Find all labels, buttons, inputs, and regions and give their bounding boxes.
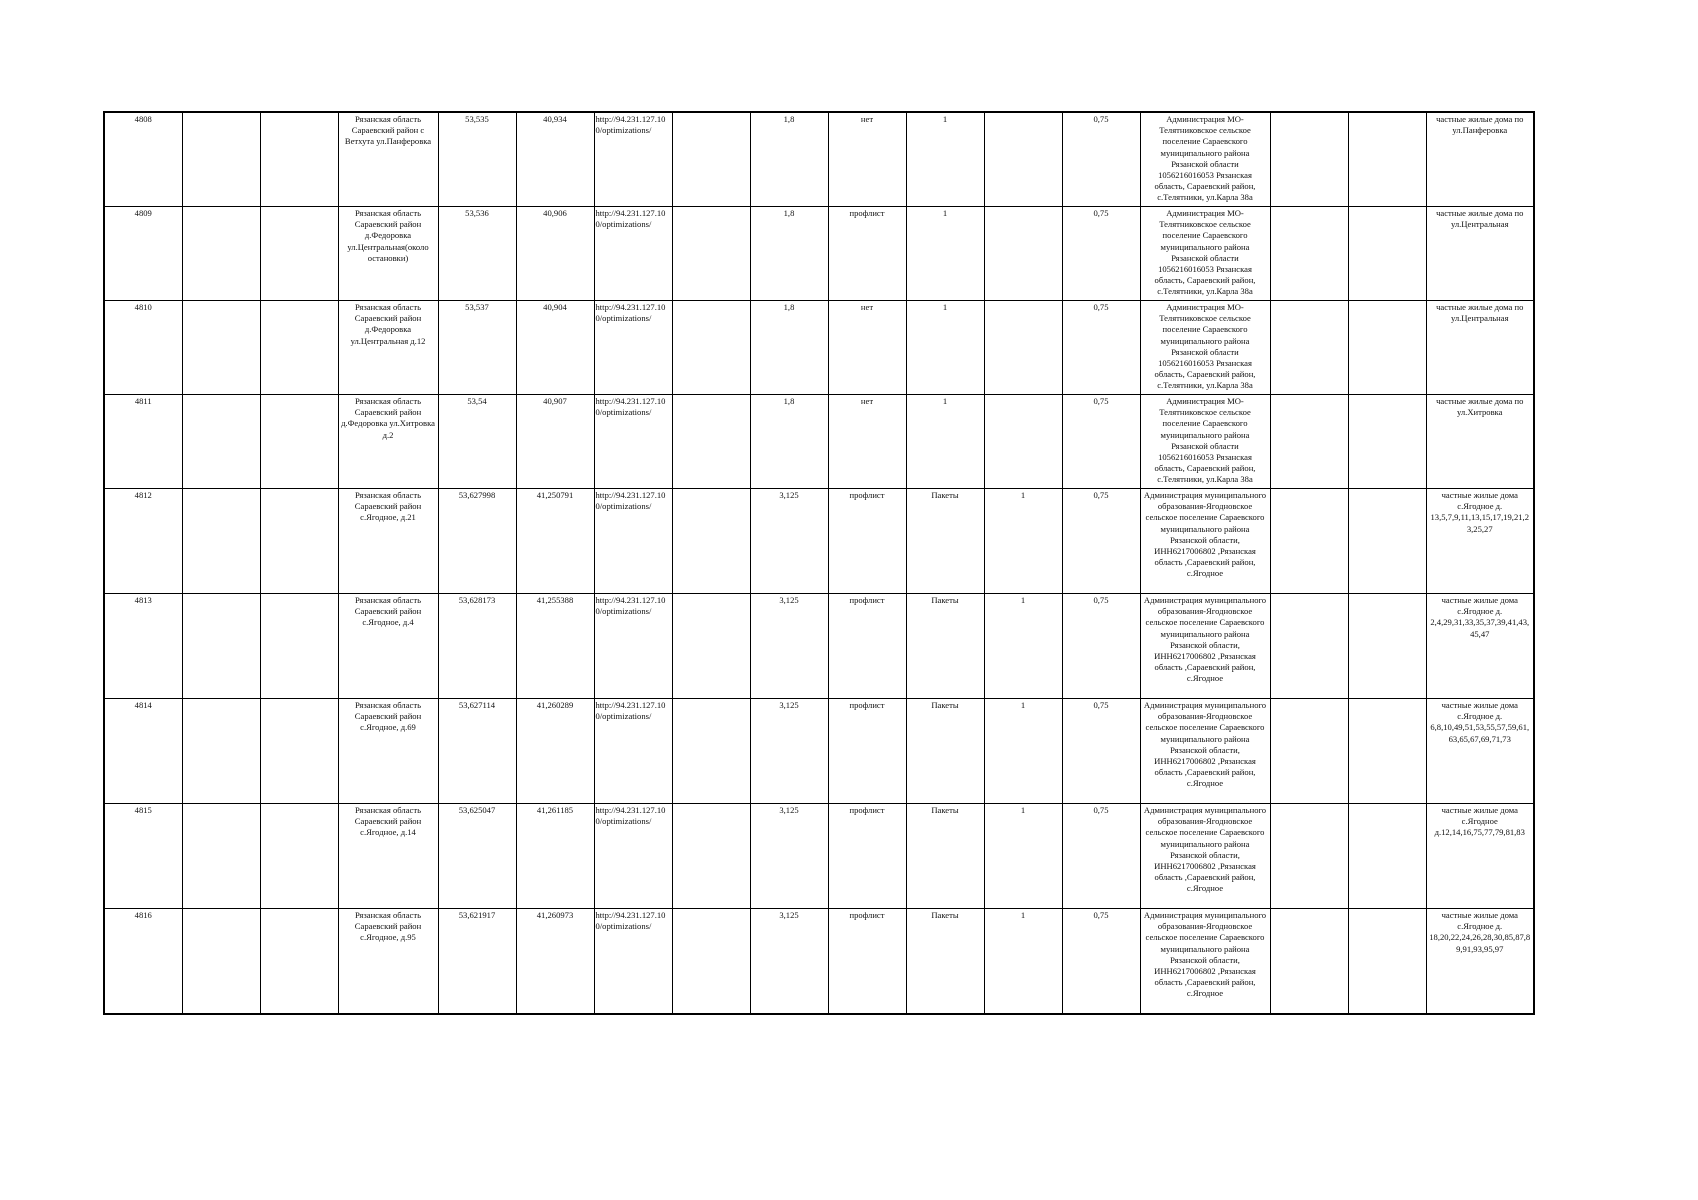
empty-cell bbox=[1348, 909, 1426, 1015]
address-cell: Рязанская область Сараевский район д.Федоровка ул.Хитровка д.2 bbox=[338, 395, 438, 489]
row-number-cell: 4809 bbox=[104, 207, 182, 301]
longitude-cell: 40,906 bbox=[516, 207, 594, 301]
area-cell: 1,8 bbox=[750, 301, 828, 395]
table-row bbox=[104, 395, 1534, 489]
area-cell: 1,8 bbox=[750, 207, 828, 301]
area-cell: 3,125 bbox=[750, 909, 828, 1015]
waste-sources-cell: частные жилые дома по ул.Центральная bbox=[1426, 301, 1534, 395]
waste-sources-cell: частные жилые дома с.Ягодное д. 18,20,22,24,26,28,30,85,87,89,91,93,95,97 bbox=[1426, 909, 1534, 1015]
empty-cell bbox=[182, 594, 260, 699]
empty-cell bbox=[672, 301, 750, 395]
address-cell: Рязанская область Сараевский район с.Ягодное, д.69 bbox=[338, 699, 438, 804]
table-row bbox=[104, 909, 1534, 1015]
map-link-cell: http://94.231.127.100/optimizations/ bbox=[594, 395, 672, 489]
empty-cell bbox=[1348, 301, 1426, 395]
area-cell: 1,8 bbox=[750, 112, 828, 207]
empty-cell bbox=[182, 112, 260, 207]
empty-cell bbox=[672, 699, 750, 804]
row-number-cell: 4808 bbox=[104, 112, 182, 207]
owner-cell: Администрация муниципального образования-Ягодновское сельское поселение Сараевского муниципального района Рязанской области, ИНН6217006802 ,Рязанская область ,Сараевский район, с.Ягодное bbox=[1140, 699, 1270, 804]
empty-cell bbox=[672, 489, 750, 594]
address-cell: Рязанская область Сараевский район с Ветхута ул.Панферовка bbox=[338, 112, 438, 207]
waste-sources-cell: частные жилые дома по ул.Панферовка bbox=[1426, 112, 1534, 207]
container-count-cell: 1 bbox=[984, 909, 1062, 1015]
owner-cell: Администрация муниципального образования-Ягодновское сельское поселение Сараевского муниципального района Рязанской области, ИНН6217006802 ,Рязанская область ,Сараевский район, с.Ягодное bbox=[1140, 489, 1270, 594]
container-count-cell: 1 bbox=[984, 489, 1062, 594]
waste-sources-cell: частные жилые дома с.Ягодное д.12,14,16,75,77,79,81,83 bbox=[1426, 804, 1534, 909]
containers-cell: Пакеты bbox=[906, 909, 984, 1015]
empty-cell bbox=[1348, 699, 1426, 804]
empty-cell bbox=[672, 594, 750, 699]
latitude-cell: 53,535 bbox=[438, 112, 516, 207]
table-row bbox=[104, 489, 1534, 594]
owner-cell: Администрация МО-Телятниковское сельское поселение Сараевского муниципального района Рязанской области 1056216016053 Рязанская область, Сараевский район, с.Телятники, ул.Карла 38а bbox=[1140, 112, 1270, 207]
longitude-cell: 41,255388 bbox=[516, 594, 594, 699]
container-count-cell bbox=[984, 207, 1062, 301]
empty-cell bbox=[1348, 804, 1426, 909]
empty-cell bbox=[1270, 909, 1348, 1015]
empty-cell bbox=[1270, 594, 1348, 699]
surface-cell: нет bbox=[828, 301, 906, 395]
owner-cell: Администрация муниципального образования-Ягодновское сельское поселение Сараевского муниципального района Рязанской области, ИНН6217006802 ,Рязанская область ,Сараевский район, с.Ягодное bbox=[1140, 594, 1270, 699]
surface-cell: профлист bbox=[828, 489, 906, 594]
container-count-cell bbox=[984, 301, 1062, 395]
longitude-cell: 41,260973 bbox=[516, 909, 594, 1015]
owner-cell: Администрация МО-Телятниковское сельское поселение Сараевского муниципального района Рязанской области 1056216016053 Рязанская область, Сараевский район, с.Телятники, ул.Карла 38а bbox=[1140, 395, 1270, 489]
table-row bbox=[104, 112, 1534, 207]
latitude-cell: 53,536 bbox=[438, 207, 516, 301]
empty-cell bbox=[1270, 301, 1348, 395]
row-number-cell: 4812 bbox=[104, 489, 182, 594]
address-cell: Рязанская область Сараевский район д.Федоровка ул.Центральная(около остановки) bbox=[338, 207, 438, 301]
empty-cell bbox=[260, 804, 338, 909]
map-link-cell: http://94.231.127.100/optimizations/ bbox=[594, 804, 672, 909]
containers-cell: Пакеты bbox=[906, 489, 984, 594]
empty-cell bbox=[1348, 112, 1426, 207]
containers-cell: Пакеты bbox=[906, 699, 984, 804]
table-row bbox=[104, 301, 1534, 395]
empty-cell bbox=[182, 395, 260, 489]
address-cell: Рязанская область Сараевский район д.Федоровка ул.Центральная д.12 bbox=[338, 301, 438, 395]
empty-cell bbox=[672, 207, 750, 301]
empty-cell bbox=[182, 909, 260, 1015]
longitude-cell: 41,250791 bbox=[516, 489, 594, 594]
longitude-cell: 40,907 bbox=[516, 395, 594, 489]
table-row bbox=[104, 207, 1534, 301]
area-cell: 3,125 bbox=[750, 699, 828, 804]
row-number-cell: 4811 bbox=[104, 395, 182, 489]
row-number-cell: 4813 bbox=[104, 594, 182, 699]
waste-sources-cell: частные жилые дома с.Ягодное д. 6,8,10,49,51,53,55,57,59,61,63,65,67,69,71,73 bbox=[1426, 699, 1534, 804]
surface-cell: профлист bbox=[828, 804, 906, 909]
table-row bbox=[104, 594, 1534, 699]
volume-cell: 0,75 bbox=[1062, 804, 1140, 909]
empty-cell bbox=[260, 301, 338, 395]
empty-cell bbox=[182, 804, 260, 909]
table-row bbox=[104, 804, 1534, 909]
empty-cell bbox=[260, 594, 338, 699]
empty-cell bbox=[260, 489, 338, 594]
longitude-cell: 40,934 bbox=[516, 112, 594, 207]
empty-cell bbox=[672, 804, 750, 909]
empty-cell bbox=[182, 699, 260, 804]
address-cell: Рязанская область Сараевский район с.Ягодное, д.95 bbox=[338, 909, 438, 1015]
empty-cell bbox=[1270, 804, 1348, 909]
containers-cell: Пакеты bbox=[906, 594, 984, 699]
map-link-cell: http://94.231.127.100/optimizations/ bbox=[594, 594, 672, 699]
latitude-cell: 53,628173 bbox=[438, 594, 516, 699]
empty-cell bbox=[672, 112, 750, 207]
empty-cell bbox=[1348, 594, 1426, 699]
latitude-cell: 53,54 bbox=[438, 395, 516, 489]
address-cell: Рязанская область Сараевский район с.Ягодное, д.14 bbox=[338, 804, 438, 909]
row-number-cell: 4815 bbox=[104, 804, 182, 909]
surface-cell: профлист bbox=[828, 594, 906, 699]
empty-cell bbox=[1348, 207, 1426, 301]
table-body bbox=[104, 112, 1534, 1014]
owner-cell: Администрация муниципального образования-Ягодновское сельское поселение Сараевского муниципального района Рязанской области, ИНН6217006802 ,Рязанская область ,Сараевский район, с.Ягодное bbox=[1140, 909, 1270, 1015]
surface-cell: нет bbox=[828, 112, 906, 207]
waste-sources-cell: частные жилые дома с.Ягодное д. 13,5,7,9,11,13,15,17,19,21,23,25,27 bbox=[1426, 489, 1534, 594]
map-link-cell: http://94.231.127.100/optimizations/ bbox=[594, 207, 672, 301]
surface-cell: профлист bbox=[828, 909, 906, 1015]
containers-cell: 1 bbox=[906, 395, 984, 489]
surface-cell: профлист bbox=[828, 699, 906, 804]
address-cell: Рязанская область Сараевский район с.Ягодное, д.4 bbox=[338, 594, 438, 699]
empty-cell bbox=[182, 301, 260, 395]
volume-cell: 0,75 bbox=[1062, 909, 1140, 1015]
area-cell: 3,125 bbox=[750, 489, 828, 594]
map-link-cell: http://94.231.127.100/optimizations/ bbox=[594, 112, 672, 207]
empty-cell bbox=[260, 112, 338, 207]
volume-cell: 0,75 bbox=[1062, 594, 1140, 699]
address-cell: Рязанская область Сараевский район с.Ягодное, д.21 bbox=[338, 489, 438, 594]
area-cell: 3,125 bbox=[750, 594, 828, 699]
surface-cell: профлист bbox=[828, 207, 906, 301]
container-count-cell: 1 bbox=[984, 594, 1062, 699]
volume-cell: 0,75 bbox=[1062, 699, 1140, 804]
empty-cell bbox=[1348, 395, 1426, 489]
waste-sources-cell: частные жилые дома по ул.Хитровка bbox=[1426, 395, 1534, 489]
table-row bbox=[104, 699, 1534, 804]
longitude-cell: 41,260289 bbox=[516, 699, 594, 804]
waste-sites-registry-table bbox=[103, 111, 1535, 1015]
containers-cell: Пакеты bbox=[906, 804, 984, 909]
containers-cell: 1 bbox=[906, 112, 984, 207]
area-cell: 1,8 bbox=[750, 395, 828, 489]
latitude-cell: 53,625047 bbox=[438, 804, 516, 909]
volume-cell: 0,75 bbox=[1062, 112, 1140, 207]
waste-sources-cell: частные жилые дома по ул.Центральная bbox=[1426, 207, 1534, 301]
area-cell: 3,125 bbox=[750, 804, 828, 909]
volume-cell: 0,75 bbox=[1062, 301, 1140, 395]
container-count-cell: 1 bbox=[984, 804, 1062, 909]
empty-cell bbox=[182, 207, 260, 301]
empty-cell bbox=[672, 909, 750, 1015]
longitude-cell: 40,904 bbox=[516, 301, 594, 395]
waste-sources-cell: частные жилые дома с.Ягодное д. 2,4,29,31,33,35,37,39,41,43,45,47 bbox=[1426, 594, 1534, 699]
row-number-cell: 4810 bbox=[104, 301, 182, 395]
row-number-cell: 4816 bbox=[104, 909, 182, 1015]
containers-cell: 1 bbox=[906, 207, 984, 301]
latitude-cell: 53,627114 bbox=[438, 699, 516, 804]
owner-cell: Администрация муниципального образования-Ягодновское сельское поселение Сараевского муниципального района Рязанской области, ИНН6217006802 ,Рязанская область ,Сараевский район, с.Ягодное bbox=[1140, 804, 1270, 909]
latitude-cell: 53,627998 bbox=[438, 489, 516, 594]
container-count-cell bbox=[984, 112, 1062, 207]
map-link-cell: http://94.231.127.100/optimizations/ bbox=[594, 301, 672, 395]
map-link-cell: http://94.231.127.100/optimizations/ bbox=[594, 909, 672, 1015]
container-count-cell: 1 bbox=[984, 699, 1062, 804]
empty-cell bbox=[1270, 699, 1348, 804]
volume-cell: 0,75 bbox=[1062, 395, 1140, 489]
empty-cell bbox=[1270, 395, 1348, 489]
longitude-cell: 41,261185 bbox=[516, 804, 594, 909]
empty-cell bbox=[260, 909, 338, 1015]
map-link-cell: http://94.231.127.100/optimizations/ bbox=[594, 699, 672, 804]
volume-cell: 0,75 bbox=[1062, 489, 1140, 594]
owner-cell: Администрация МО-Телятниковское сельское поселение Сараевского муниципального района Рязанской области 1056216016053 Рязанская область, Сараевский район, с.Телятники, ул.Карла 38а bbox=[1140, 207, 1270, 301]
row-number-cell: 4814 bbox=[104, 699, 182, 804]
container-count-cell bbox=[984, 395, 1062, 489]
empty-cell bbox=[182, 489, 260, 594]
latitude-cell: 53,537 bbox=[438, 301, 516, 395]
empty-cell bbox=[260, 207, 338, 301]
latitude-cell: 53,621917 bbox=[438, 909, 516, 1015]
owner-cell: Администрация МО-Телятниковское сельское поселение Сараевского муниципального района Рязанской области 1056216016053 Рязанская область, Сараевский район, с.Телятники, ул.Карла 38а bbox=[1140, 301, 1270, 395]
empty-cell bbox=[672, 395, 750, 489]
empty-cell bbox=[1270, 489, 1348, 594]
containers-cell: 1 bbox=[906, 301, 984, 395]
volume-cell: 0,75 bbox=[1062, 207, 1140, 301]
empty-cell bbox=[1270, 112, 1348, 207]
map-link-cell: http://94.231.127.100/optimizations/ bbox=[594, 489, 672, 594]
surface-cell: нет bbox=[828, 395, 906, 489]
empty-cell bbox=[260, 699, 338, 804]
empty-cell bbox=[260, 395, 338, 489]
empty-cell bbox=[1348, 489, 1426, 594]
empty-cell bbox=[1270, 207, 1348, 301]
